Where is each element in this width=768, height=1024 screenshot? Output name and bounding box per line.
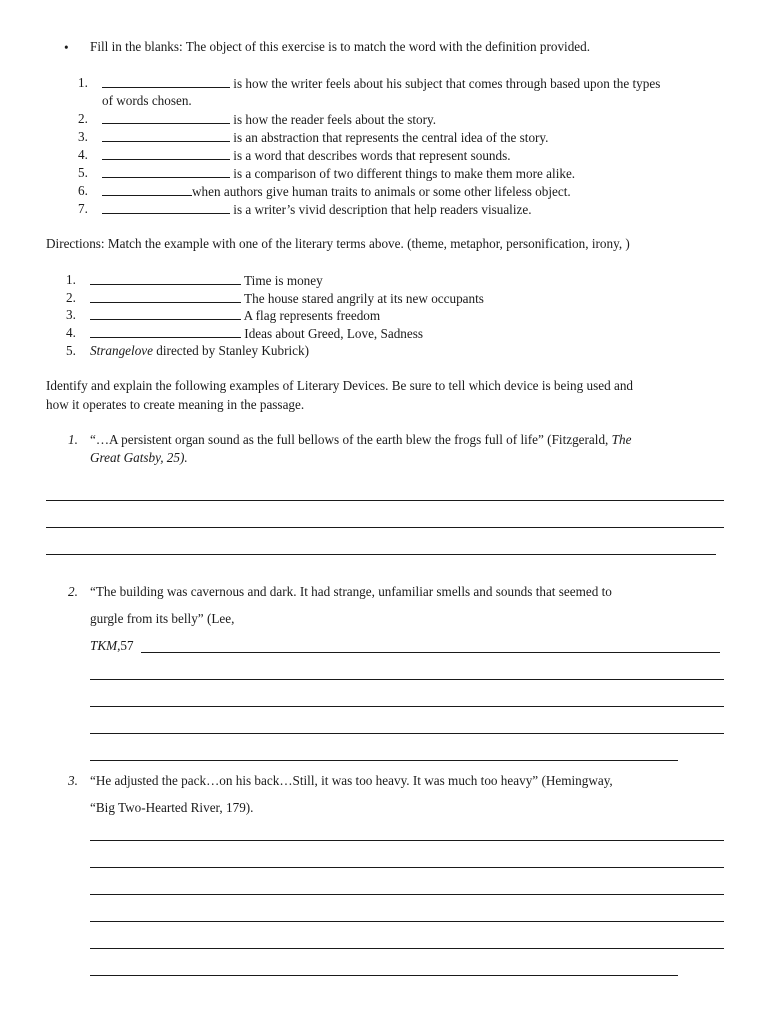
question-2-quote: “The building was cavernous and dark. It had strange, unfamiliar smells and sounds that seemed to: [90, 584, 612, 599]
answer-line[interactable]: [90, 733, 724, 734]
question-1-citation: Great Gatsby, 25).: [90, 450, 188, 465]
definition-number: 5.: [78, 165, 88, 180]
answer-line[interactable]: [90, 679, 724, 680]
answer-blank[interactable]: [102, 147, 230, 160]
question-1-quote: “…A persistent organ sound as the full bellows of the earth blew the frogs full of life” (Fitzgerald, The: [90, 432, 632, 447]
answer-blank[interactable]: [90, 272, 241, 285]
definition-item: is a comparison of two different things to make them more alike.: [102, 165, 575, 182]
definition-number: 3.: [78, 129, 88, 144]
definition-number: 1.: [78, 75, 88, 90]
match-number: 2.: [66, 290, 76, 305]
match-item: The house stared angrily at its new occupants: [90, 290, 484, 307]
answer-blank[interactable]: [102, 129, 230, 142]
definition-number: 7.: [78, 201, 88, 216]
answer-line[interactable]: [46, 554, 716, 555]
answer-blank[interactable]: [102, 111, 230, 124]
question-3-citation: “Big Two-Hearted River, 179).: [90, 800, 254, 815]
match-number: 3.: [66, 307, 76, 322]
answer-line[interactable]: [90, 840, 724, 841]
answer-blank[interactable]: [102, 183, 192, 196]
answer-line[interactable]: [46, 527, 724, 528]
question-number: 3.: [68, 773, 78, 788]
answer-line[interactable]: [90, 760, 678, 761]
definition-number: 4.: [78, 147, 88, 162]
match-item: Strangelove directed by Stanley Kubrick): [90, 343, 310, 358]
definition-item: is how the reader feels about the story.: [102, 111, 436, 128]
answer-blank[interactable]: [90, 290, 241, 303]
question-number: 2.: [68, 584, 78, 599]
definition-item: is how the writer feels about his subject that comes through based upon the types: [102, 75, 660, 92]
answer-line[interactable]: [90, 867, 724, 868]
answer-blank[interactable]: [90, 307, 241, 320]
answer-line[interactable]: [90, 894, 724, 895]
answer-line[interactable]: [90, 921, 724, 922]
answer-line[interactable]: [90, 975, 678, 976]
question-number: 1.: [68, 432, 78, 447]
answer-line[interactable]: [46, 500, 724, 501]
match-item: Ideas about Greed, Love, Sadness: [90, 325, 423, 342]
answer-line[interactable]: [90, 948, 724, 949]
question-2-quote-continuation: gurgle from its belly” (Lee,: [90, 611, 235, 626]
question-3-quote: “He adjusted the pack…on his back…Still, it was too heavy. It was much too heavy” (Hemingway,: [90, 773, 613, 788]
match-number: 5.: [66, 343, 76, 358]
fill-in-instruction: Fill in the blanks: The object of this exercise is to match the word with the definition provided.: [90, 39, 591, 54]
definition-number: 2.: [78, 111, 88, 126]
answer-blank[interactable]: [102, 165, 230, 178]
match-number: 4.: [66, 325, 76, 340]
answer-line[interactable]: [141, 652, 720, 653]
definition-item: when authors give human traits to animals or some other lifeless object.: [102, 183, 571, 200]
match-directions: Directions: Match the example with one of the literary terms above. (theme, metaphor, personification, irony, ): [46, 236, 630, 251]
identify-intro-line-2: how it operates to create meaning in the passage.: [46, 397, 305, 412]
definition-item: is a word that describes words that represent sounds.: [102, 147, 511, 164]
match-number: 1.: [66, 272, 76, 287]
answer-blank[interactable]: [90, 325, 241, 338]
bullet-marker: •: [64, 40, 69, 55]
definition-item: is an abstraction that represents the central idea of the story.: [102, 129, 548, 146]
definition-item-continuation: of words chosen.: [102, 93, 192, 108]
question-2-citation: TKM,57: [90, 638, 134, 653]
identify-intro-line-1: Identify and explain the following examples of Literary Devices. Be sure to tell which device is being used and: [46, 378, 634, 393]
answer-line[interactable]: [90, 706, 724, 707]
answer-blank[interactable]: [102, 201, 230, 214]
answer-blank[interactable]: [102, 75, 230, 88]
definition-number: 6.: [78, 183, 88, 198]
match-item: Time is money: [90, 272, 323, 289]
match-item: A flag represents freedom: [90, 307, 380, 324]
definition-item: is a writer’s vivid description that help readers visualize.: [102, 201, 532, 218]
